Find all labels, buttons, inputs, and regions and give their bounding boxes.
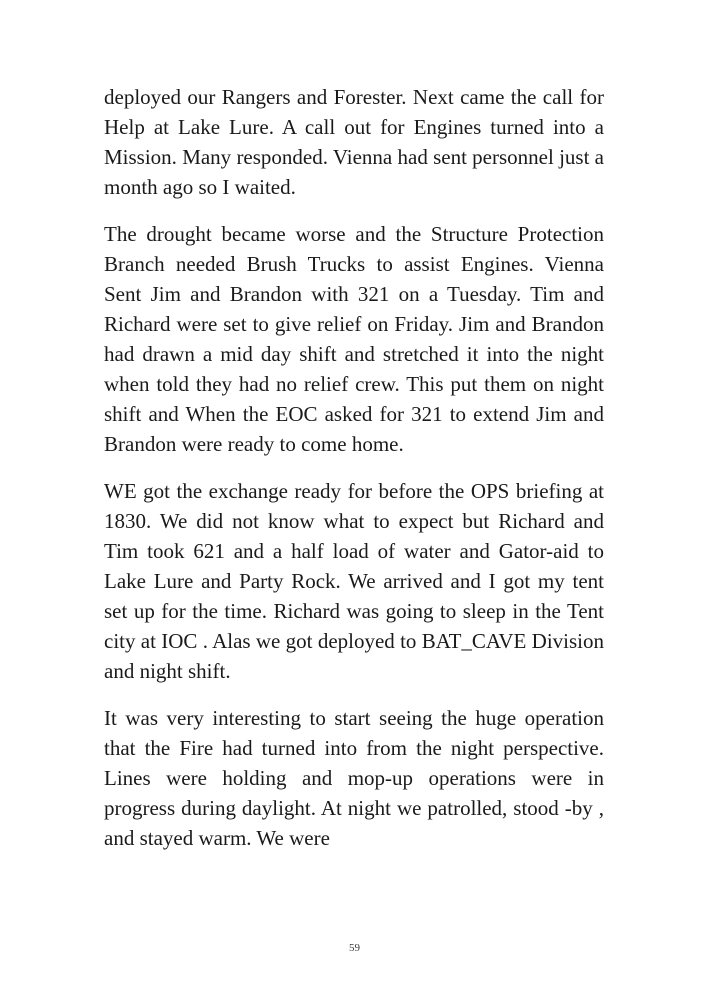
body-text — [104, 82, 604, 870]
paragraph-4: It was very interesting to start seeing the huge operation that the Fire had turned into from the night perspective. Lines were holding and mop-up operations were in progress during daylight. At night we patrolled, stood -by , and stayed warm. We were — [104, 706, 604, 850]
paragraph-2: The drought became worse and the Structure Protection Branch needed Brush Trucks to assist Engines. Vienna Sent Jim and Brandon with 321 on a Tuesday. Tim and Richard were set to give relief on Friday. Jim and Brandon had drawn a mid day shift and stretched it into the night when told they had no relief crew. This put them on night shift and When the EOC asked for 321 to extend Jim and Brandon were ready to come home. — [104, 222, 604, 456]
paragraph-3: WE got the exchange ready for before the OPS briefing at 1830. We did not know what to expect but Richard and Tim took 621 and a half load of water and Gator-aid to Lake Lure and Party Rock. We arrived and I got my tent set up for the time. Richard was going to sleep in the Tent city at IOC . Alas we got deployed to BAT_CAVE Division and night shift. — [104, 479, 604, 683]
page-number: 59 — [349, 942, 360, 954]
paragraph-1: deployed our Rangers and Forester. Next came the call for Help at Lake Lure. A call out for Engines turned into a Mission. Many responded. Vienna had sent personnel just a month ago so I waited. — [104, 85, 604, 199]
